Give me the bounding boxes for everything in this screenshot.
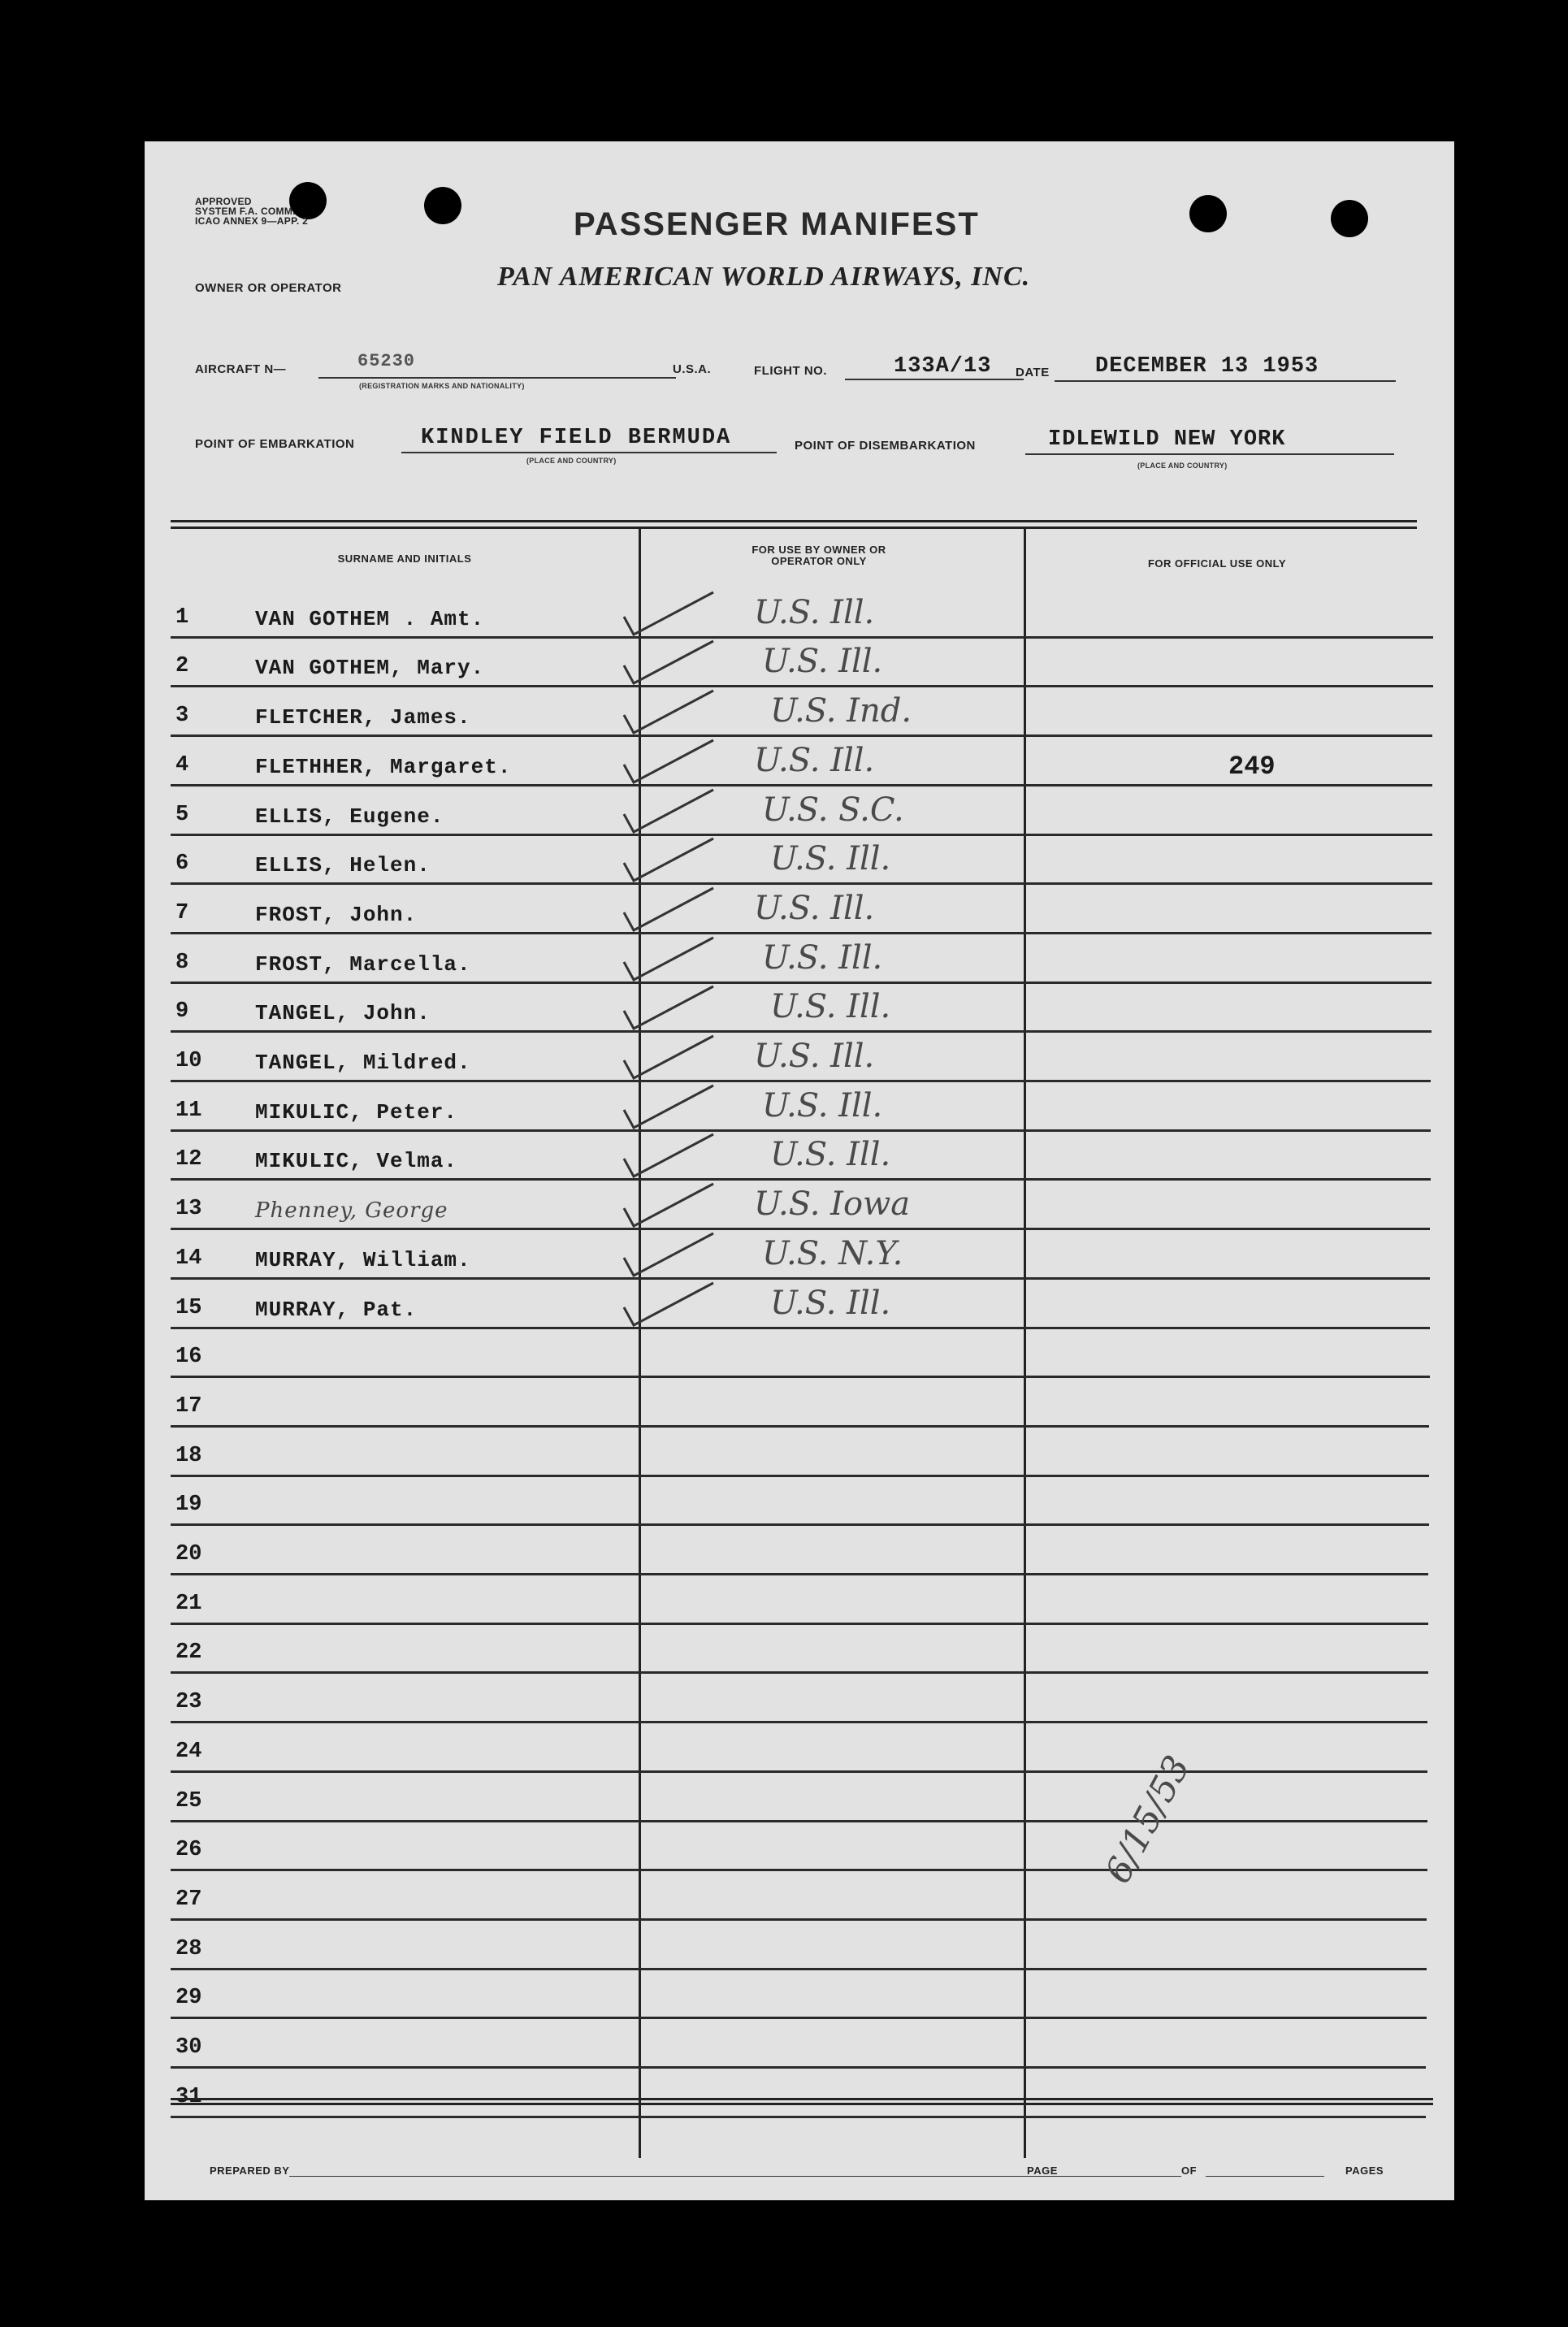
table-row-line — [171, 1178, 1431, 1181]
checkmark-icon — [616, 980, 730, 1037]
checkmark-icon — [616, 1128, 730, 1185]
margin-date-note: 6/15/53 — [1097, 1748, 1199, 1891]
checkmark-icon — [616, 1227, 730, 1284]
table-row-line — [171, 2116, 1426, 2118]
punch-hole — [1189, 195, 1227, 232]
row-number: 15 — [175, 1295, 202, 1320]
row-number: 7 — [175, 900, 189, 925]
row-number: 21 — [175, 1591, 202, 1616]
checkmark-icon — [616, 684, 730, 741]
row-number: 11 — [175, 1098, 202, 1123]
owner-note: U.S. Ill. — [754, 593, 875, 631]
table-row-line — [171, 1573, 1428, 1575]
row-number: 10 — [175, 1049, 202, 1073]
row-number: 28 — [175, 1936, 202, 1961]
page-label: PAGE — [1027, 2164, 1058, 2177]
approval-line: APPROVED — [195, 196, 252, 207]
airline-name: PAN AMERICAN WORLD AIRWAYS, INC. — [497, 262, 1031, 292]
table-row-line — [171, 982, 1432, 984]
disembarkation-caption: (PLACE AND COUNTRY) — [1137, 462, 1228, 470]
table-row-line — [171, 882, 1432, 885]
row-number: 17 — [175, 1393, 202, 1419]
row-number: 9 — [175, 999, 189, 1025]
row-number: 18 — [175, 1443, 202, 1468]
row-number: 24 — [175, 1739, 202, 1764]
registration-caption: (REGISTRATION MARKS AND NATIONALITY) — [359, 382, 525, 390]
table-row-line — [171, 636, 1433, 639]
owner-note: U.S. Ill. — [762, 1086, 883, 1124]
of-label: OF — [1181, 2164, 1198, 2177]
owner-note: U.S. Ill. — [754, 1038, 875, 1075]
approval-line: ICAO ANNEX 9—APP. 2 — [195, 215, 309, 227]
passenger-name: Phenney, George — [255, 1198, 448, 1224]
checkmark-icon — [616, 882, 730, 938]
owner-label: OWNER OR OPERATOR — [195, 281, 342, 295]
table-row-line — [171, 1277, 1430, 1280]
row-number: 5 — [175, 802, 189, 827]
passenger-name: FLETHHER, Margaret. — [255, 754, 512, 779]
row-number: 27 — [175, 1887, 202, 1912]
disembarkation-label: POINT OF DISEMBARKATION — [795, 439, 976, 453]
aircraft-label: AIRCRAFT N— — [195, 362, 287, 376]
table-row-line — [171, 1671, 1428, 1674]
passenger-name: VAN GOTHEM, Mary. — [255, 656, 485, 681]
checkmark-icon — [616, 635, 730, 691]
disembarkation-value: IDLEWILD NEW YORK — [1048, 427, 1286, 452]
row-number: 26 — [175, 1838, 202, 1863]
checkmark-icon — [616, 1276, 730, 1333]
checkmark-icon — [616, 783, 730, 840]
row-number: 3 — [175, 704, 189, 729]
passenger-name: MURRAY, Pat. — [255, 1297, 418, 1322]
checkmark-icon — [616, 931, 730, 988]
column-divider — [1024, 528, 1026, 2158]
row-number: 23 — [175, 1690, 202, 1715]
passenger-name: MIKULIC, Velma. — [255, 1149, 458, 1174]
row-number: 31 — [175, 2084, 202, 2109]
table-row-line — [171, 1080, 1431, 1082]
aircraft-value: 65230 — [357, 351, 416, 371]
owner-note: U.S. Ill. — [770, 1284, 891, 1322]
owner-note: U.S. Ind. — [770, 692, 912, 730]
date-label: DATE — [1016, 366, 1050, 379]
row-number: 8 — [175, 950, 189, 975]
punch-hole — [1331, 200, 1368, 237]
flight-value: 133A/13 — [894, 354, 992, 379]
owner-note: U.S. Ill. — [762, 938, 883, 977]
flight-label: FLIGHT NO. — [754, 364, 827, 378]
embarkation-value: KINDLEY FIELD BERMUDA — [421, 426, 732, 450]
table-row-line — [171, 1770, 1427, 1773]
owner-use-column-header: FOR USE BY OWNER OR OPERATOR ONLY — [752, 544, 886, 567]
checkmark-icon — [616, 586, 730, 643]
row-number: 16 — [175, 1345, 202, 1370]
row-number: 20 — [175, 1542, 202, 1566]
punch-hole — [424, 187, 461, 224]
pages-label: PAGES — [1345, 2164, 1384, 2177]
passenger-name: VAN GOTHEM . Amt. — [255, 606, 485, 631]
table-row-line — [171, 1918, 1427, 1921]
table-row-line — [171, 1475, 1429, 1477]
table-row-line — [171, 1721, 1427, 1723]
row-number: 22 — [175, 1640, 202, 1666]
table-row-line — [171, 1869, 1427, 1871]
owner-note: U.S. Ill. — [762, 643, 883, 681]
owner-note: U.S. N.Y. — [762, 1234, 903, 1272]
passenger-name: FROST, John. — [255, 902, 418, 927]
official-use-column-header: FOR OFFICIAL USE ONLY — [1147, 557, 1287, 570]
passenger-name: TANGEL, John. — [255, 1001, 431, 1026]
row-number: 4 — [175, 752, 189, 778]
passenger-name: ELLIS, Helen. — [255, 853, 431, 878]
owner-note: U.S. S.C. — [762, 791, 904, 829]
embarkation-label: POINT OF EMBARKATION — [195, 437, 355, 451]
table-row-line — [171, 734, 1432, 737]
surname-column-header: SURNAME AND INITIALS — [337, 552, 472, 565]
owner-note: U.S. Ill. — [770, 840, 891, 878]
table-row-line — [171, 1030, 1432, 1033]
row-number: 6 — [175, 852, 189, 877]
approval-block — [195, 197, 308, 226]
table-row-line — [171, 834, 1432, 836]
row-number: 12 — [175, 1147, 202, 1172]
form-title: PASSENGER MANIFEST — [574, 206, 980, 242]
owner-note: U.S. Ill. — [754, 741, 875, 779]
passenger-name: MURRAY, William. — [255, 1247, 471, 1272]
usa-label: U.S.A. — [673, 362, 712, 376]
table-row-line — [171, 1327, 1430, 1329]
owner-note: U.S. Ill. — [754, 889, 875, 927]
table-row-line — [171, 1129, 1431, 1132]
row-number: 1 — [175, 604, 189, 630]
passenger-name: MIKULIC, Peter. — [255, 1099, 458, 1124]
checkmark-icon — [616, 1177, 730, 1234]
table-row-line — [171, 2017, 1427, 2019]
owner-note: U.S. Ill. — [770, 1136, 891, 1174]
passenger-name: ELLIS, Eugene. — [255, 804, 444, 829]
table-row-line — [171, 2066, 1426, 2069]
table-row-line — [171, 685, 1433, 687]
table-row-line — [171, 1376, 1430, 1378]
official-use-value: 249 — [1228, 751, 1276, 782]
table-row-line — [171, 1623, 1428, 1625]
table-row-line — [171, 1228, 1430, 1230]
embarkation-caption: (PLACE AND COUNTRY) — [526, 457, 617, 465]
checkmark-icon — [616, 734, 730, 791]
table-row-line — [171, 932, 1432, 934]
row-number: 25 — [175, 1788, 202, 1814]
row-number: 14 — [175, 1246, 202, 1271]
table-row-line — [171, 1425, 1429, 1428]
table-row-line — [171, 784, 1432, 786]
owner-note: U.S. Iowa — [754, 1185, 911, 1224]
checkmark-icon — [616, 1079, 730, 1136]
row-number: 19 — [175, 1493, 202, 1518]
owner-note: U.S. Ill. — [770, 988, 891, 1026]
approval-line: SYSTEM F.A. COMM. — [195, 206, 296, 217]
table-row-line — [171, 1820, 1427, 1822]
passenger-name: TANGEL, Mildred. — [255, 1051, 471, 1075]
passenger-name: FLETCHER, James. — [255, 705, 471, 730]
row-number: 2 — [175, 654, 189, 679]
checkmark-icon — [616, 1029, 730, 1086]
prepared-by-label: PREPARED BY — [210, 2164, 290, 2177]
row-number: 13 — [175, 1197, 202, 1222]
row-number: 30 — [175, 2035, 202, 2060]
checkmark-icon — [616, 832, 730, 889]
date-value: DECEMBER 13 1953 — [1095, 354, 1319, 379]
passenger-name: FROST, Marcella. — [255, 951, 471, 977]
table-row-line — [171, 1523, 1429, 1526]
row-number: 29 — [175, 1986, 202, 2011]
manifest-sheet — [145, 141, 1454, 2200]
table-row-line — [171, 1968, 1427, 1970]
